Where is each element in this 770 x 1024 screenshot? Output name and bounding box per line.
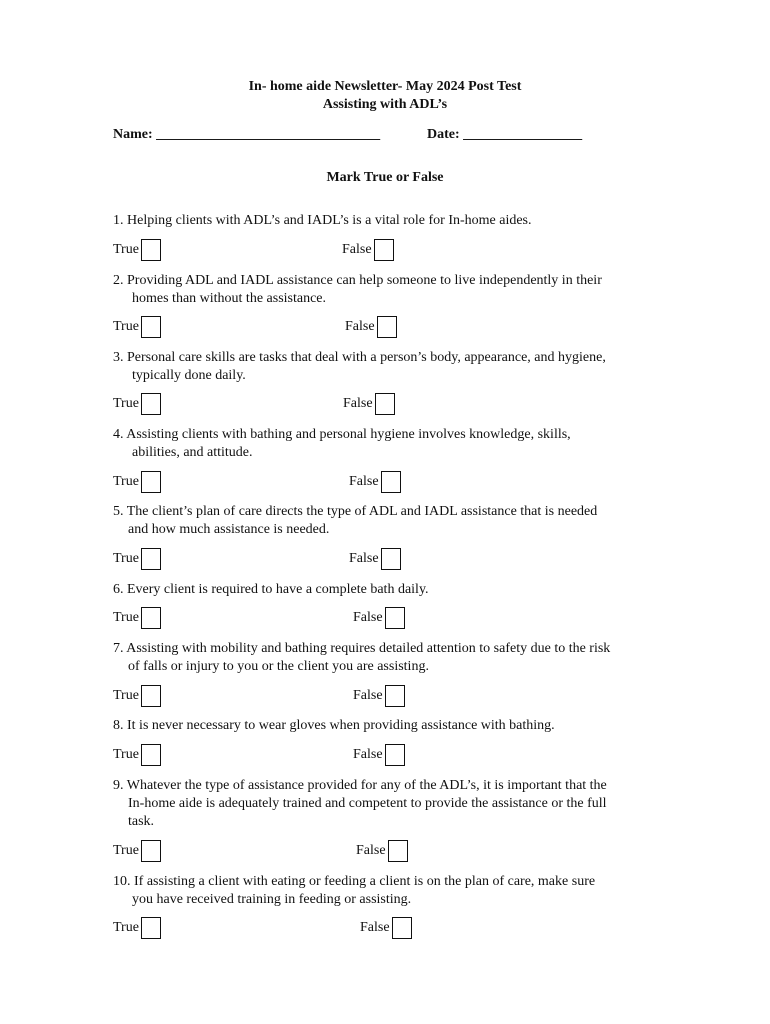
question-4 <box>113 426 571 462</box>
question-text: 9. Whatever the type of assistance provided for any of the ADL’s, it is important that the <box>113 778 607 793</box>
false-option-7[interactable] <box>353 684 405 708</box>
question-text: 1. Helping clients with ADL’s and IADL’s is a vital role for In-home aides. <box>113 213 532 228</box>
false-label: False <box>360 920 390 935</box>
false-option-4[interactable] <box>349 470 401 494</box>
false-checkbox[interactable] <box>375 393 395 415</box>
false-checkbox[interactable] <box>377 316 397 338</box>
false-checkbox[interactable] <box>388 840 408 862</box>
question-10 <box>113 873 595 909</box>
question-text-cont: task. <box>128 814 155 829</box>
question-text-cont: and how much assistance is needed. <box>128 522 330 537</box>
question-text: 4. Assisting clients with bathing and personal hygiene involves knowledge, skills, <box>113 427 571 442</box>
true-checkbox[interactable] <box>141 548 161 570</box>
true-checkbox[interactable] <box>141 607 161 629</box>
false-checkbox[interactable] <box>392 917 412 939</box>
false-label: False <box>349 551 379 566</box>
true-label: True <box>113 551 139 566</box>
question-text-cont: typically done daily. <box>132 368 246 383</box>
question-text: 2. Providing ADL and IADL assistance can help someone to live independently in their <box>113 273 602 288</box>
false-checkbox[interactable] <box>385 685 405 707</box>
false-option-3[interactable] <box>343 392 395 416</box>
true-option-4[interactable] <box>113 470 161 494</box>
false-option-5[interactable] <box>349 547 401 571</box>
question-text: 3. Personal care skills are tasks that deal with a person’s body, appearance, and hygiene, <box>113 350 606 365</box>
name-field[interactable]: Name: ________________________________ <box>113 127 381 142</box>
true-checkbox[interactable] <box>141 393 161 415</box>
question-text-cont: homes than without the assistance. <box>132 291 327 306</box>
false-checkbox[interactable] <box>385 744 405 766</box>
false-label: False <box>343 396 373 411</box>
question-8 <box>113 717 555 735</box>
true-label: True <box>113 747 139 762</box>
question-5 <box>113 503 597 539</box>
true-option-9[interactable] <box>113 839 161 863</box>
false-label: False <box>356 843 386 858</box>
false-option-8[interactable] <box>353 743 405 767</box>
true-checkbox[interactable] <box>141 471 161 493</box>
false-label: False <box>353 610 383 625</box>
false-option-1[interactable] <box>342 238 394 262</box>
question-7 <box>113 640 610 676</box>
question-6 <box>113 581 429 599</box>
false-label: False <box>353 688 383 703</box>
true-checkbox[interactable] <box>141 239 161 261</box>
title-line-1: In- home aide Newsletter- May 2024 Post Test <box>248 79 522 94</box>
false-label: False <box>345 319 375 334</box>
true-label: True <box>113 242 139 257</box>
question-9 <box>113 777 607 831</box>
false-option-9[interactable] <box>356 839 408 863</box>
false-label: False <box>353 747 383 762</box>
false-label: False <box>342 242 372 257</box>
date-field[interactable]: Date: _________________ <box>427 127 583 142</box>
true-label: True <box>113 396 139 411</box>
question-text: 6. Every client is required to have a complete bath daily. <box>113 582 429 597</box>
true-label: True <box>113 610 139 625</box>
true-option-7[interactable] <box>113 684 161 708</box>
question-3 <box>113 349 606 385</box>
false-checkbox[interactable] <box>381 471 401 493</box>
true-label: True <box>113 920 139 935</box>
true-option-8[interactable] <box>113 743 161 767</box>
question-text: 7. Assisting with mobility and bathing requires detailed attention to safety due to the risk <box>113 641 611 656</box>
true-option-6[interactable] <box>113 606 161 630</box>
instructions: Mark True or False <box>326 170 444 185</box>
true-checkbox[interactable] <box>141 316 161 338</box>
question-2 <box>113 272 602 308</box>
true-checkbox[interactable] <box>141 685 161 707</box>
question-text-cont: abilities, and attitude. <box>132 445 253 460</box>
true-checkbox[interactable] <box>141 840 161 862</box>
question-text: 5. The client’s plan of care directs the type of ADL and IADL assistance that is needed <box>113 504 598 519</box>
false-label: False <box>349 474 379 489</box>
title-line-2: Assisting with ADL’s <box>322 97 448 112</box>
true-checkbox[interactable] <box>141 744 161 766</box>
false-checkbox[interactable] <box>381 548 401 570</box>
false-checkbox[interactable] <box>385 607 405 629</box>
true-option-3[interactable] <box>113 392 161 416</box>
true-label: True <box>113 688 139 703</box>
false-option-6[interactable] <box>353 606 405 630</box>
false-option-2[interactable] <box>345 315 397 339</box>
question-text-cont: In-home aide is adequately trained and competent to provide the assistance or the full <box>128 796 607 811</box>
true-option-2[interactable] <box>113 315 161 339</box>
true-option-1[interactable] <box>113 238 161 262</box>
true-checkbox[interactable] <box>141 917 161 939</box>
question-text-cont: you have received training in feeding or assisting. <box>132 892 412 907</box>
true-label: True <box>113 474 139 489</box>
true-option-5[interactable] <box>113 547 161 571</box>
true-label: True <box>113 843 139 858</box>
question-text: 8. It is never necessary to wear gloves when providing assistance with bathing. <box>113 718 555 733</box>
question-text: 10. If assisting a client with eating or feeding a client is on the plan of care, make sure <box>113 874 596 889</box>
true-option-10[interactable] <box>113 916 161 940</box>
question-text-cont: of falls or injury to you or the client you are assisting. <box>128 659 429 674</box>
question-1 <box>113 212 532 230</box>
true-label: True <box>113 319 139 334</box>
false-option-10[interactable] <box>360 916 412 940</box>
false-checkbox[interactable] <box>374 239 394 261</box>
